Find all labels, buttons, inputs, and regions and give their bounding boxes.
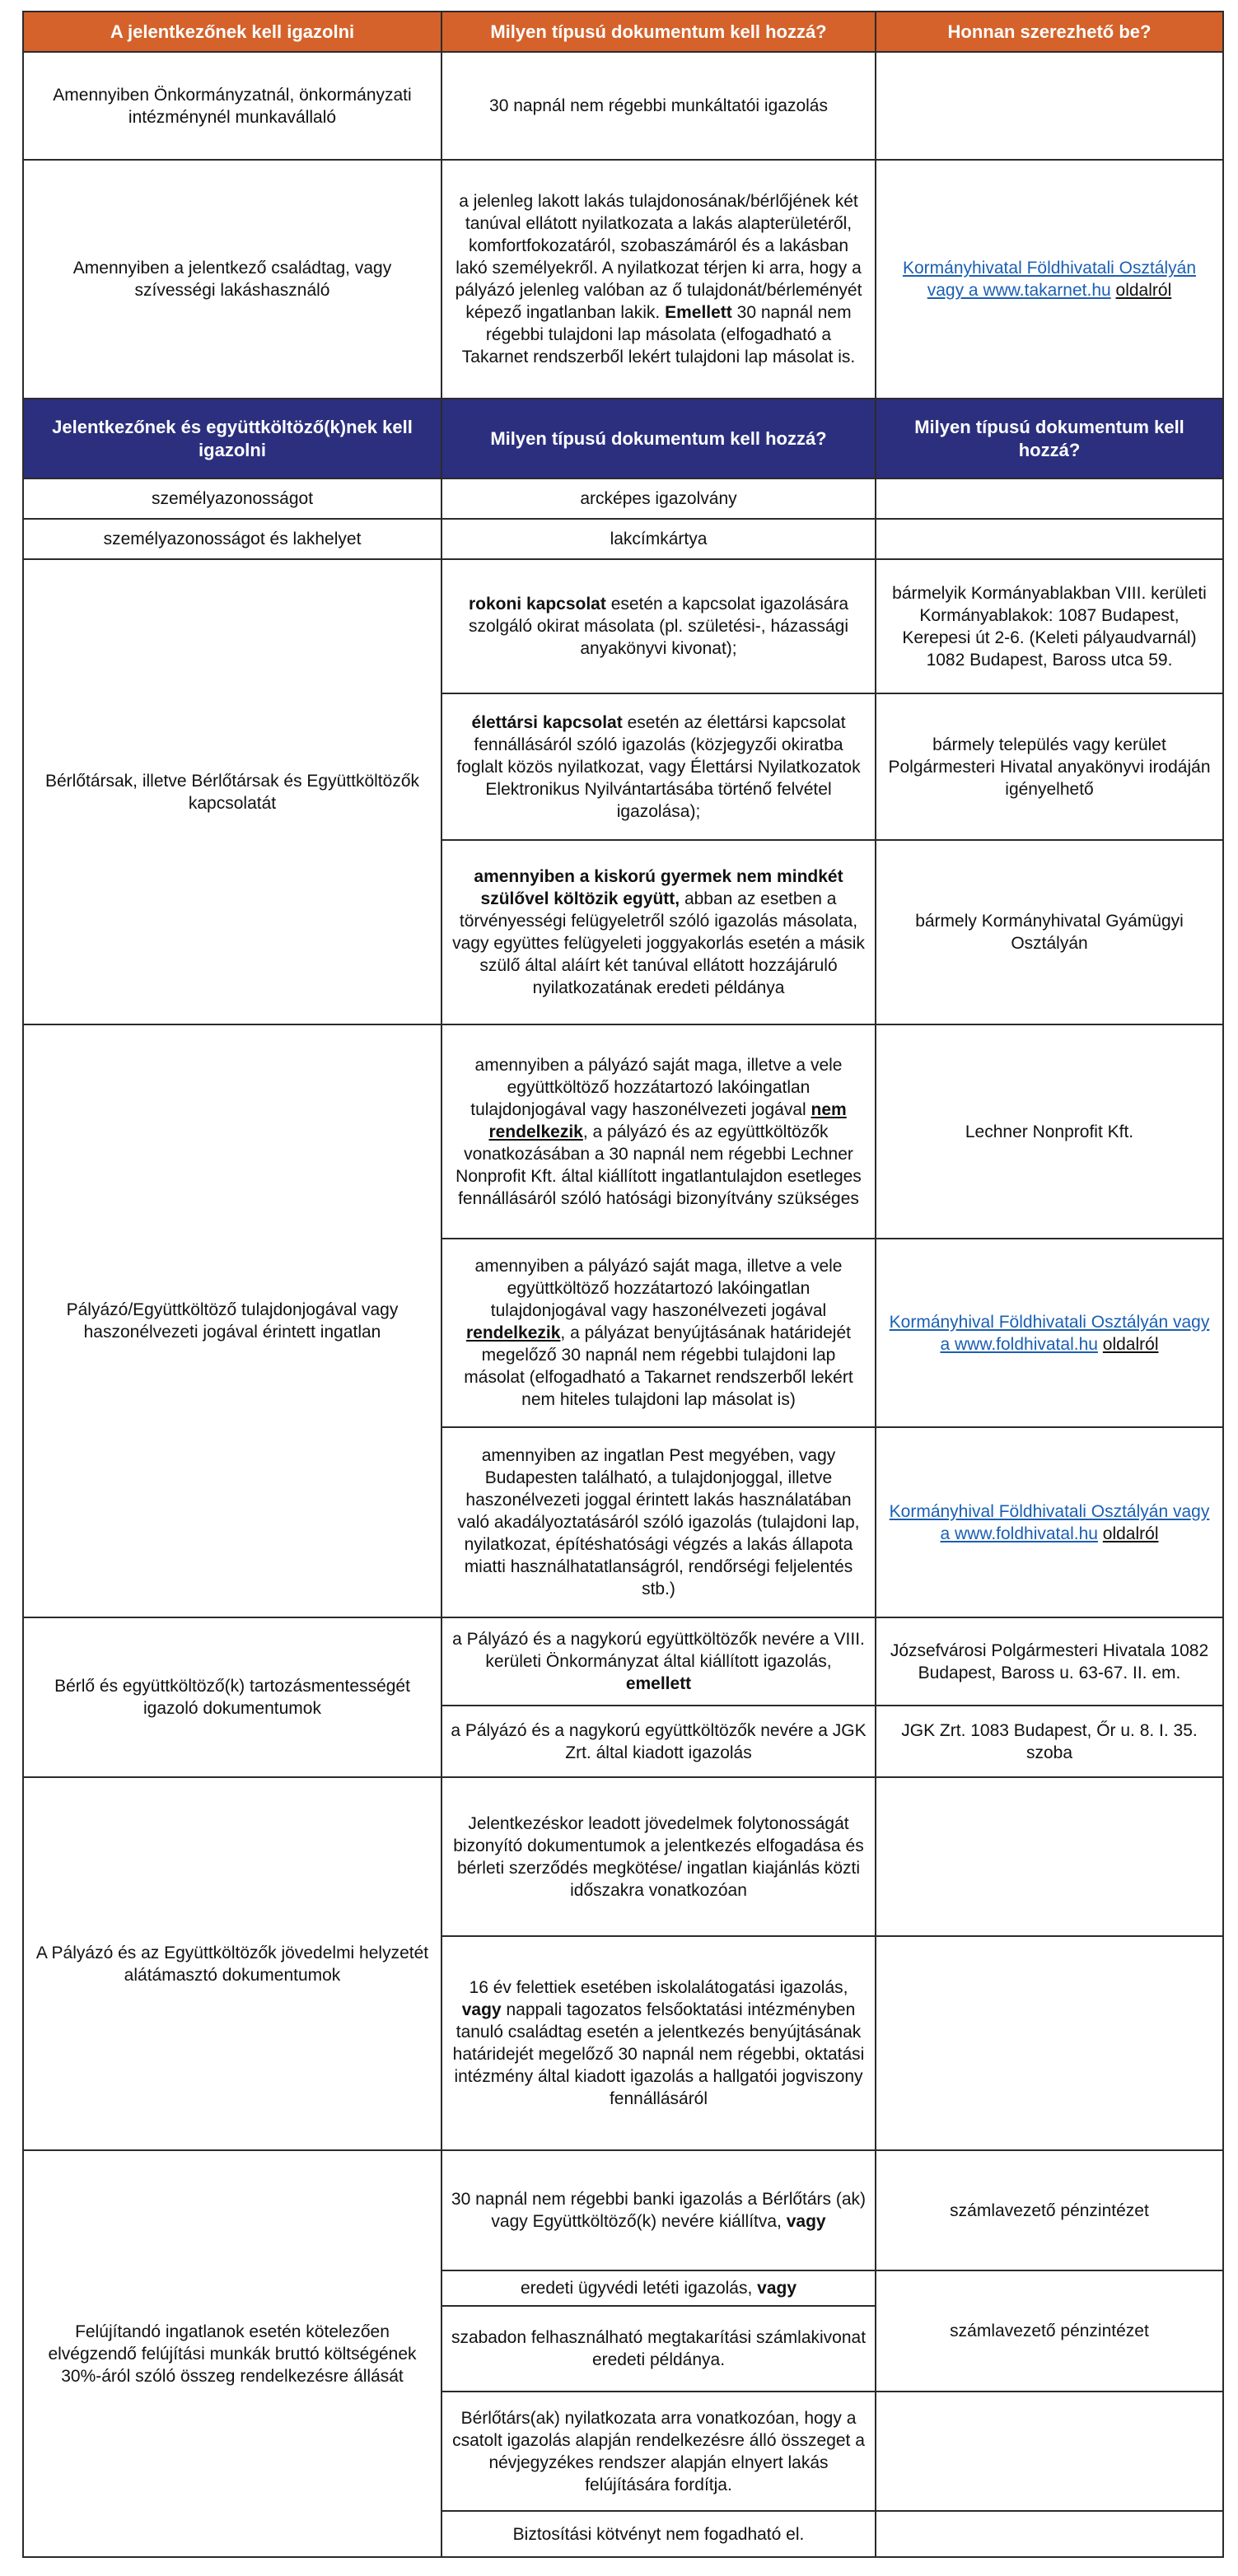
- table-row: [23, 1777, 1223, 1936]
- source-cell: [876, 1936, 1223, 2150]
- foldhivatal-link[interactable]: Kormányhival Földhivatali Osztályán vagy a www.foldhivatal.hu: [889, 1501, 1210, 1543]
- document-text: nappali tagozatos felsőoktatási intézményben tanuló családtag esetén a jelentkezés benyújtásának határidejét megelőző 30 napnál nem régebbi, oktatási intézmény által kiadott igazolás a hallgatói jogviszony fennállásáról: [452, 2000, 865, 2108]
- document-text-bold: emellett: [625, 1674, 692, 1693]
- document-cell: amennyiben az ingatlan Pest megyében, vagy Budapesten található, a tulajdonjoggal, illetve haszonélvezeti joggal érintett lakás használatában való akadályoztatásáról szóló igazolás (tulajdoni lap, nyilatkozat, építéshatósági végzés a lakás állapota miatti használhatatlanságról, rendőrségi feljelentés stb.): [441, 1427, 876, 1617]
- document-text-bold: rendelkezik: [466, 1323, 561, 1342]
- document-cell: [441, 1024, 876, 1239]
- document-cell: 30 napnál nem régebbi munkáltatói igazolás: [441, 52, 876, 160]
- source-cell: Lechner Nonprofit Kft.: [876, 1024, 1223, 1239]
- document-cell: [441, 840, 876, 1024]
- document-cell: Biztosítási kötvényt nem fogadható el.: [441, 2511, 876, 2557]
- source-cell: [876, 2511, 1223, 2557]
- requirement-cell: Amennyiben a jelentkező családtag, vagy szívességi lakáshasználó: [23, 160, 441, 399]
- document-text-bold: vagy: [757, 2279, 797, 2298]
- document-cell: arcképes igazolvány: [441, 478, 876, 519]
- requirement-cell: Bérlőtársak, illetve Bérlőtársak és Együttköltözők kapcsolatát: [23, 559, 441, 1024]
- source-tail-link[interactable]: oldalról: [1102, 1524, 1159, 1543]
- requirement-cell: személyazonosságot és lakhelyet: [23, 519, 441, 559]
- source-cell: bármely Kormányhivatal Gyámügyi Osztályán: [876, 840, 1223, 1024]
- document-page: [22, 11, 1222, 2558]
- source-tail-link[interactable]: oldalról: [1102, 1334, 1159, 1354]
- document-cell: a Pályázó és a nagykorú együttköltözők nevére a JGK Zrt. által kiadott igazolás: [441, 1706, 876, 1777]
- document-text: esetén a kapcsolat igazolására szolgáló okirat másolata (pl. születési-, házassági anyakönyvi kivonat);: [468, 595, 849, 658]
- table-row: [23, 478, 1223, 519]
- document-cell: [441, 160, 876, 399]
- document-cell: [441, 1936, 876, 2150]
- table-header-row: [23, 399, 1223, 478]
- requirement-cell: Felújítandó ingatlanok esetén kötelezően elvégzendő felújítási munkák bruttó költségének 30%-áról szóló összeg rendelkezésre állását: [23, 2150, 441, 2557]
- document-cell: [441, 559, 876, 693]
- requirement-cell: Amennyiben Önkormányzatnál, önkormányzati intézménynél munkavállaló: [23, 52, 441, 160]
- header2-col-document: Milyen típusú dokumentum kell hozzá?: [441, 399, 876, 478]
- source-cell: Józsefvárosi Polgármesteri Hivatala 1082 Budapest, Baross u. 63-67. II. em.: [876, 1617, 1223, 1706]
- table-row: [23, 1024, 1223, 1239]
- document-text-bold: rokoni kapcsolat: [468, 595, 606, 614]
- document-text-bold: nem rendelkezik: [488, 1099, 847, 1141]
- document-text: a jelenleg lakott lakás tulajdonosának/bérlőjének két tanúval ellátott nyilatkozata a lakás alapterületéről, komfortfokozatáról, szobaszámáról és a lakásban lakó személyekről. A nyilatkozat térjen ki arra, hogy a pályázó jelenleg valóban az ő tulajdonát/bérleményét képező ingatlanban lakik.: [455, 192, 862, 322]
- header2-col-source: Milyen típusú dokumentum kell hozzá?: [876, 399, 1223, 478]
- document-cell: [441, 2150, 876, 2270]
- document-text: 30 napnál nem régebbi tulajdoni lap másolata (elfogadható a Takarnet rendszerből lekért tulajdoni lap másolat is.: [461, 303, 856, 366]
- source-cell: [876, 52, 1223, 160]
- document-cell: [441, 1239, 876, 1427]
- source-cell: [876, 160, 1223, 399]
- table-row: [23, 559, 1223, 693]
- document-text-bold: vagy: [461, 2000, 502, 2019]
- document-text: eredeti ügyvédi letéti igazolás,: [520, 2279, 753, 2298]
- document-cell: [441, 1617, 876, 1706]
- document-text: a Pályázó és a nagykorú együttköltözők nevére a VIII. kerületi Önkormányzat által kiállított igazolás,: [452, 1630, 865, 1671]
- requirements-table: [22, 11, 1224, 2558]
- header-col-source: Honnan szerezhető be?: [876, 12, 1223, 52]
- document-text: amennyiben a pályázó saját maga, illetve a vele együttköltöző hozzátartozó lakóingatlan tulajdonjogával vagy haszonélvezeti jogával: [474, 1257, 843, 1320]
- table-row: [23, 519, 1223, 559]
- source-cell: bármelyik Kormányablakban VIII. kerületi Kormányablakok: 1087 Budapest, Kerepesi út 2-6. (Keleti pályaudvarnál) 1082 Budapest, Baross utca 59.: [876, 559, 1223, 693]
- document-cell: lakcímkártya: [441, 519, 876, 559]
- document-cell: szabadon felhasználható megtakarítási számlakivonat eredeti példánya.: [441, 2306, 876, 2392]
- source-cell: [876, 2392, 1223, 2511]
- takarnet-link[interactable]: Kormányhivatal Földhivatali Osztályán vagy a www.takarnet.hu: [903, 259, 1196, 300]
- table-row: [23, 2150, 1223, 2270]
- document-text-bold: élettársi kapcsolat: [471, 712, 623, 732]
- source-cell: számlavezető pénzintézet: [876, 2150, 1223, 2270]
- foldhivatal-link[interactable]: Kormányhival Földhivatali Osztályán vagy a www.foldhivatal.hu: [889, 1312, 1210, 1354]
- source-cell: JGK Zrt. 1083 Budapest, Őr u. 8. I. 35. szoba: [876, 1706, 1223, 1777]
- document-text: abban az esetben a törvényességi felügyeletről szóló igazolás másolata, vagy együttes felügyeleti joggyakorlás esetén a másik szülő által aláírt két tanúval ellátott hozzájáruló nyilatkozatának eredeti példánya: [452, 889, 865, 997]
- table-row: [23, 1617, 1223, 1706]
- source-cell: [876, 478, 1223, 519]
- document-cell: [441, 2270, 876, 2306]
- document-text-bold: vagy: [786, 2212, 826, 2231]
- document-text-bold: Emellett: [665, 303, 732, 322]
- source-cell: [876, 1427, 1223, 1617]
- source-cell: [876, 519, 1223, 559]
- source-cell: [876, 1777, 1223, 1936]
- document-cell: [441, 693, 876, 840]
- document-text: 30 napnál nem régebbi banki igazolás a Bérlőtárs (ak) vagy Együttköltöző(k) nevére kiállítva,: [451, 2190, 867, 2231]
- document-cell: Bérlőtárs(ak) nyilatkozata arra vonatkozóan, hogy a csatolt igazolás alapján rendelkezésre álló összeget a névjegyzékes rendszer alapján elnyert lakás felújítására fordítja.: [441, 2392, 876, 2511]
- document-text: amennyiben a pályázó saját maga, illetve a vele együttköltöző hozzátartozó lakóingatlan tulajdonjogával vagy haszonélvezeti jogával: [470, 1055, 843, 1119]
- header2-col-who: Jelentkezőnek és együttköltöző(k)nek kell igazolni: [23, 399, 441, 478]
- document-cell: Jelentkezéskor leadott jövedelmek folytonosságát bizonyító dokumentumok a jelentkezés elfogadása és bérleti szerződés megkötése/ ingatlan kiajánlás közti időszakra vonatkozóan: [441, 1777, 876, 1936]
- requirement-cell: személyazonosságot: [23, 478, 441, 519]
- document-text: 16 év felettiek esetében iskolalátogatási igazolás,: [469, 1978, 848, 1997]
- requirement-cell: Pályázó/Együttköltöző tulajdonjogával vagy haszonélvezeti jogával érintett ingatlan: [23, 1024, 441, 1617]
- document-text: esetén az élettársi kapcsolat fennállásáról szóló igazolás (közjegyzői okiratba foglalt közös nyilatkozat, vagy Élettársi Nyilatkozatok Elektronikus Nyilvántartásába történő felvétel igazolása);: [456, 712, 861, 821]
- source-tail-link[interactable]: oldalról: [1115, 281, 1172, 300]
- source-cell: bármely település vagy kerület Polgármesteri Hivatal anyakönyvi irodáján igényelhető: [876, 693, 1223, 840]
- document-text: , a pályázó és az együttköltözők vonatkozásában a 30 napnál nem régebbi Lechner Nonprofit Kft. által kiállított ingatlantulajdon esetleges fennállásáról szóló hatósági bizonyítvány szükséges: [455, 1122, 862, 1208]
- document-text-bold: amennyiben a kiskorú gyermek nem mindkét szülővel költözik együtt,: [474, 867, 843, 908]
- source-cell: számlavezető pénzintézet: [876, 2270, 1223, 2392]
- table-row: [23, 52, 1223, 160]
- document-text: , a pályázat benyújtásának határidejét megelőző 30 napnál nem régebbi tulajdoni lap másolat (elfogadható a Takarnet rendszerből lekért nem hiteles tulajdoni lap másolat is): [464, 1323, 853, 1409]
- requirement-cell: Bérlő és együttköltöző(k) tartozásmentességét igazoló dokumentumok: [23, 1617, 441, 1777]
- source-cell: [876, 1239, 1223, 1427]
- table-row: [23, 160, 1223, 399]
- header-col-document: Milyen típusú dokumentum kell hozzá?: [441, 12, 876, 52]
- header-col-who: A jelentkezőnek kell igazolni: [23, 12, 441, 52]
- requirement-cell: A Pályázó és az Együttköltözők jövedelmi helyzetét alátámasztó dokumentumok: [23, 1777, 441, 2150]
- table-header-row: [23, 12, 1223, 52]
